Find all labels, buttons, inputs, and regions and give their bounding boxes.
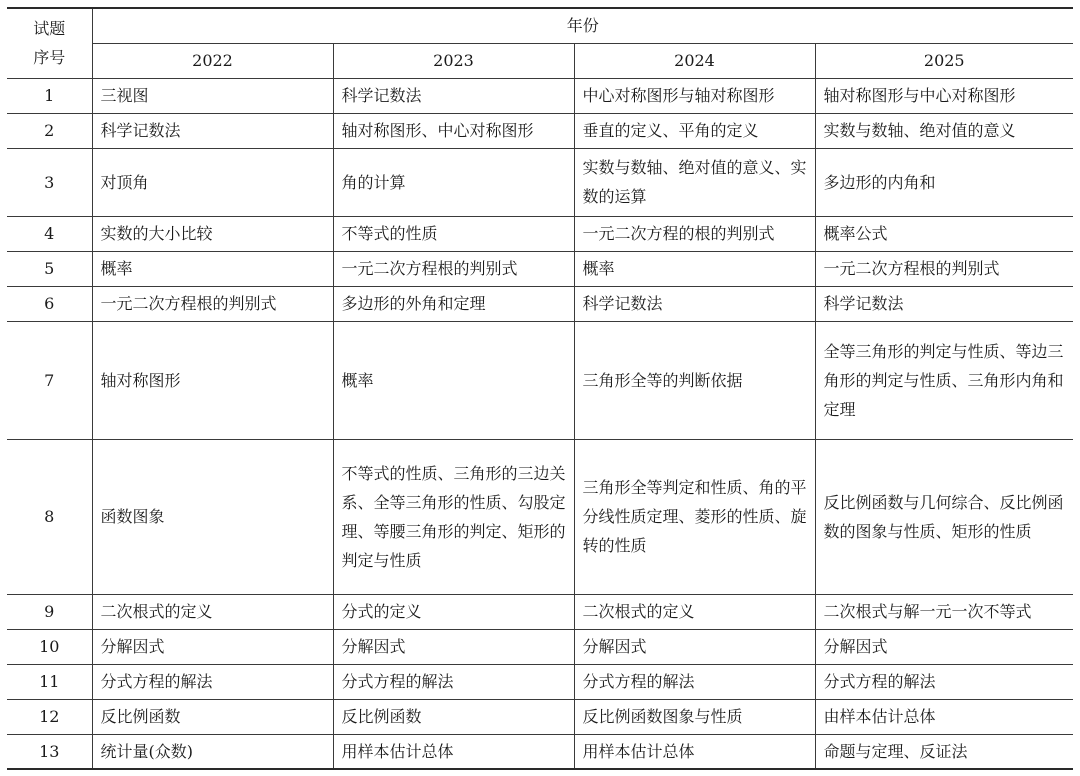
question-number-cell: 6	[7, 286, 92, 321]
topic-cell-2022: 二次根式的定义	[92, 594, 333, 629]
topic-cell-2022: 实数的大小比较	[92, 216, 333, 251]
topic-cell-2023: 反比例函数	[333, 699, 574, 734]
topic-cell-2025: 概率公式	[815, 216, 1073, 251]
topic-cell-2023: 不等式的性质、三角形的三边关系、全等三角形的性质、勾股定理、等腰三角形的判定、矩形的判定与性质	[333, 439, 574, 594]
topic-cell-2022: 对顶角	[92, 148, 333, 216]
topic-cell-2025: 实数与数轴、绝对值的意义	[815, 113, 1073, 148]
topic-cell-2024: 二次根式的定义	[574, 594, 815, 629]
topic-cell-2025: 二次根式与解一元一次不等式	[815, 594, 1073, 629]
topic-cell-2025: 多边形的内角和	[815, 148, 1073, 216]
topic-cell-2022: 概率	[92, 251, 333, 286]
topic-cell-2024: 三角形全等判定和性质、角的平分线性质定理、菱形的性质、旋转的性质	[574, 439, 815, 594]
topic-cell-2023: 多边形的外角和定理	[333, 286, 574, 321]
year-group-header: 年份	[92, 8, 1073, 43]
year-header-2022: 2022	[92, 43, 333, 78]
table-row	[7, 148, 1073, 216]
topic-cell-2022: 科学记数法	[92, 113, 333, 148]
year-header-2023: 2023	[333, 43, 574, 78]
table-row	[7, 321, 1073, 439]
topic-cell-2023: 分式的定义	[333, 594, 574, 629]
table-container	[7, 7, 1073, 770]
topic-cell-2022: 一元二次方程根的判别式	[92, 286, 333, 321]
topic-cell-2022: 轴对称图形	[92, 321, 333, 439]
topic-cell-2022: 分式方程的解法	[92, 664, 333, 699]
topic-cell-2025: 由样本估计总体	[815, 699, 1073, 734]
topic-cell-2025: 分解因式	[815, 629, 1073, 664]
exam-topics-table	[7, 7, 1073, 770]
year-header-2024: 2024	[574, 43, 815, 78]
topic-cell-2022: 三视图	[92, 78, 333, 113]
year-header-2025: 2025	[815, 43, 1073, 78]
question-number-cell: 4	[7, 216, 92, 251]
topic-cell-2024: 垂直的定义、平角的定义	[574, 113, 815, 148]
topic-cell-2024: 科学记数法	[574, 286, 815, 321]
topic-cell-2024: 中心对称图形与轴对称图形	[574, 78, 815, 113]
topic-cell-2023: 角的计算	[333, 148, 574, 216]
topic-cell-2023: 科学记数法	[333, 78, 574, 113]
question-number-cell: 8	[7, 439, 92, 594]
question-number-cell: 7	[7, 321, 92, 439]
topic-cell-2023: 轴对称图形、中心对称图形	[333, 113, 574, 148]
topic-cell-2022: 反比例函数	[92, 699, 333, 734]
topic-cell-2025: 命题与定理、反证法	[815, 734, 1073, 769]
topic-cell-2024: 实数与数轴、绝对值的意义、实数的运算	[574, 148, 815, 216]
topic-cell-2024: 三角形全等的判断依据	[574, 321, 815, 439]
table-row	[7, 439, 1073, 594]
table-row	[7, 734, 1073, 769]
topic-cell-2025: 科学记数法	[815, 286, 1073, 321]
question-number-cell: 5	[7, 251, 92, 286]
topic-cell-2022: 统计量(众数)	[92, 734, 333, 769]
question-number-cell: 1	[7, 78, 92, 113]
table-row	[7, 594, 1073, 629]
table-row	[7, 251, 1073, 286]
table-row	[7, 629, 1073, 664]
question-number-header-line2: 序号	[33, 48, 66, 68]
table-row	[7, 664, 1073, 699]
question-number-cell: 11	[7, 664, 92, 699]
topic-cell-2024: 用样本估计总体	[574, 734, 815, 769]
table-row	[7, 113, 1073, 148]
topic-cell-2025: 全等三角形的判定与性质、等边三角形的判定与性质、三角形内角和定理	[815, 321, 1073, 439]
question-number-cell: 2	[7, 113, 92, 148]
question-number-cell: 13	[7, 734, 92, 769]
topic-cell-2025: 轴对称图形与中心对称图形	[815, 78, 1073, 113]
topic-cell-2024: 分解因式	[574, 629, 815, 664]
topic-cell-2023: 概率	[333, 321, 574, 439]
table-row	[7, 216, 1073, 251]
question-number-header-line1: 试题	[33, 19, 66, 39]
table-row	[7, 699, 1073, 734]
topic-cell-2022: 分解因式	[92, 629, 333, 664]
question-number-cell: 10	[7, 629, 92, 664]
topic-cell-2024: 一元二次方程的根的判别式	[574, 216, 815, 251]
header-row-years	[7, 43, 1073, 78]
topic-cell-2023: 不等式的性质	[333, 216, 574, 251]
topic-cell-2025: 分式方程的解法	[815, 664, 1073, 699]
topic-cell-2023: 用样本估计总体	[333, 734, 574, 769]
question-number-cell: 12	[7, 699, 92, 734]
topic-cell-2023: 一元二次方程根的判别式	[333, 251, 574, 286]
topic-cell-2023: 分式方程的解法	[333, 664, 574, 699]
topic-cell-2025: 反比例函数与几何综合、反比例函数的图象与性质、矩形的性质	[815, 439, 1073, 594]
topic-cell-2023: 分解因式	[333, 629, 574, 664]
question-number-cell: 9	[7, 594, 92, 629]
topic-cell-2024: 概率	[574, 251, 815, 286]
question-number-header	[7, 8, 92, 78]
topic-cell-2025: 一元二次方程根的判别式	[815, 251, 1073, 286]
table-row	[7, 286, 1073, 321]
question-number-cell: 3	[7, 148, 92, 216]
topic-cell-2024: 分式方程的解法	[574, 664, 815, 699]
header-row-top	[7, 8, 1073, 43]
table-row	[7, 78, 1073, 113]
topic-cell-2024: 反比例函数图象与性质	[574, 699, 815, 734]
topic-cell-2022: 函数图象	[92, 439, 333, 594]
